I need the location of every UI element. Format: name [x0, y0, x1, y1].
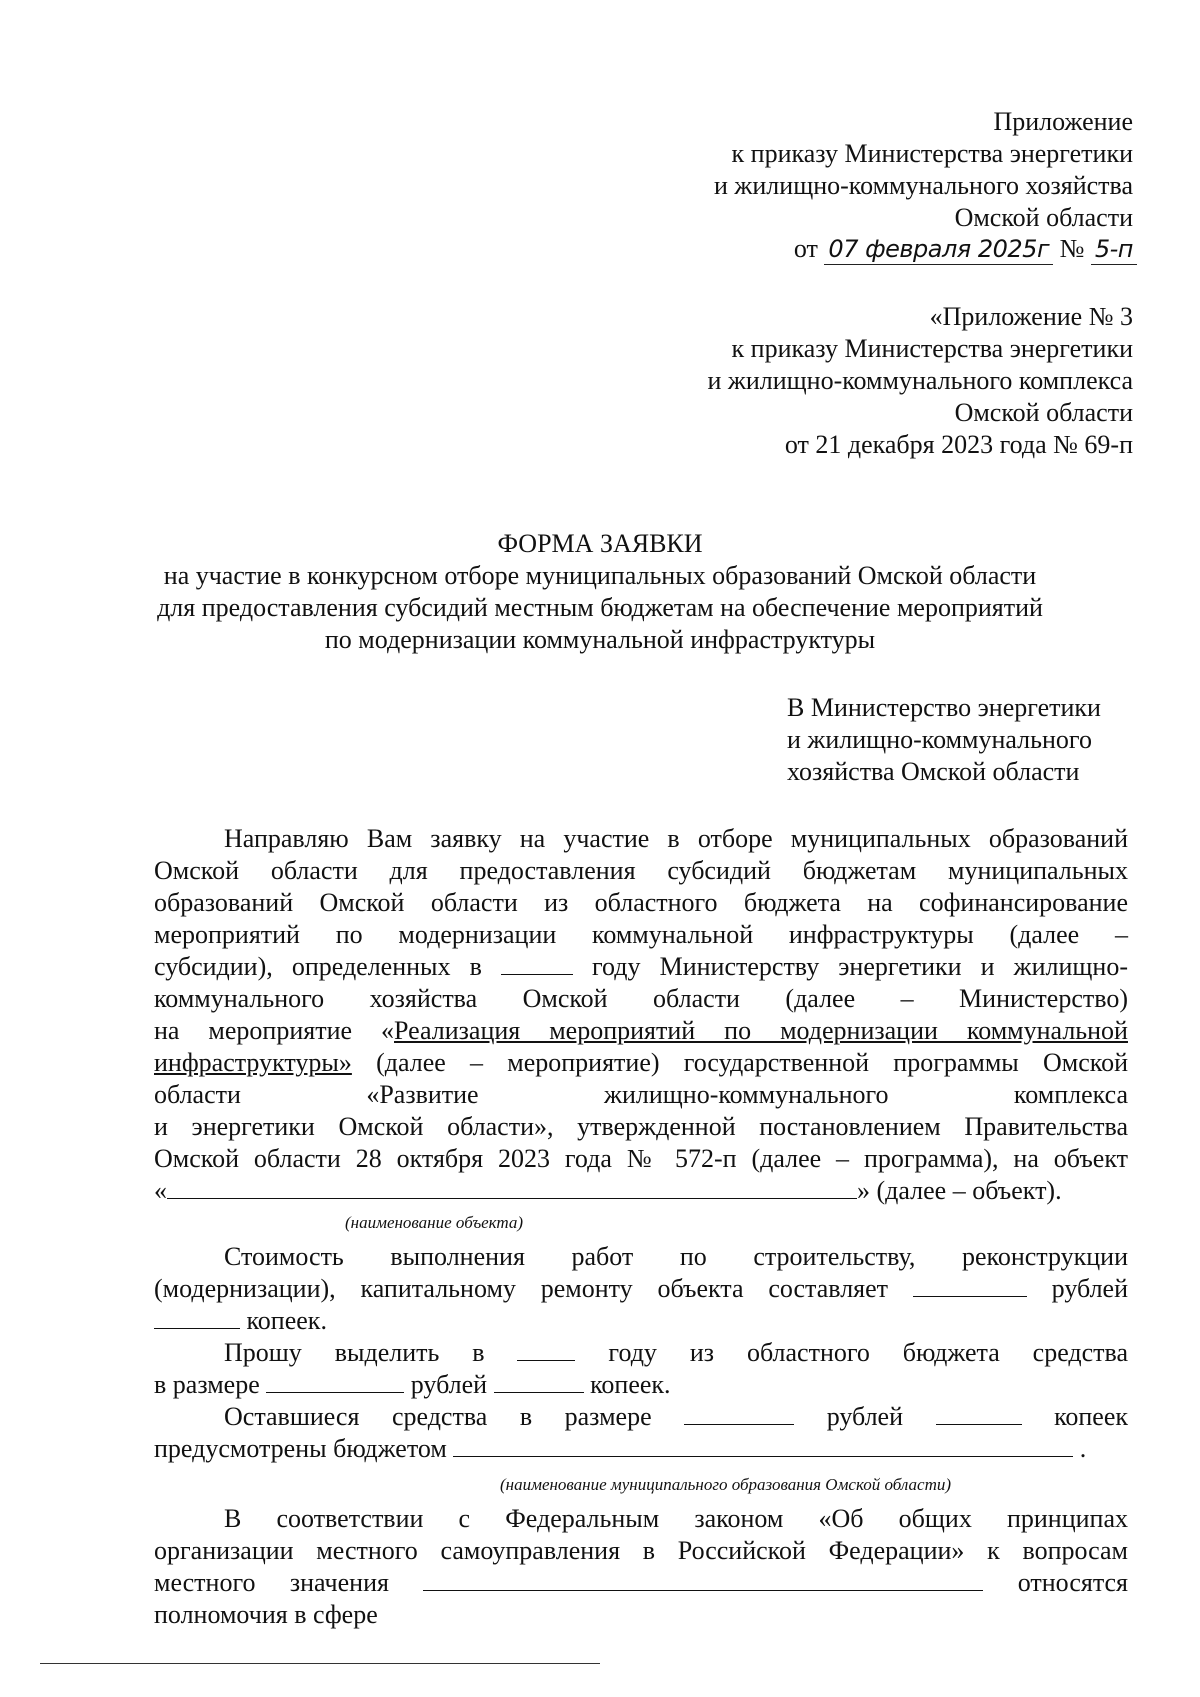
text-line: [154, 1401, 1128, 1433]
text-fragment: рублей: [410, 1370, 488, 1399]
text-line: [154, 951, 1128, 983]
paragraph-cost: [154, 1241, 1128, 1465]
text-fragment: копеек.: [590, 1370, 671, 1399]
text-fragment: (далее – мероприятие) государственной программы Омской: [351, 1048, 1128, 1077]
caption-municipality: (наименование муниципального образования Омской области): [500, 1475, 952, 1494]
appendix-line: и жилищно-коммунального хозяйства: [714, 171, 1133, 200]
text-fragment: Оставшиеся средства в размере: [224, 1402, 652, 1431]
text-fragment: » (далее – объект).: [857, 1176, 1062, 1205]
text-line: мероприятий по модернизации коммунальной инфраструктуры (далее –: [154, 920, 1128, 949]
addressee-block: [787, 692, 1101, 788]
text-fragment: местного значения: [154, 1568, 389, 1597]
form-subtitle-line: для предоставления субсидий местным бюджетам на обеспечение мероприятий: [157, 593, 1043, 622]
text-fragment: на мероприятие «: [154, 1016, 395, 1045]
form-heading: ФОРМА ЗАЯВКИ: [497, 529, 703, 558]
appendix-line: Омской области: [954, 203, 1133, 232]
request-rubles-blank-field[interactable]: [266, 1370, 404, 1393]
appendix-line: Приложение: [993, 107, 1133, 136]
text-fragment: предусмотрены бюджетом: [154, 1434, 447, 1463]
text-line: Омской области для предоставления субсидий бюджетам муниципальных: [154, 856, 1128, 885]
text-fragment: .: [1079, 1434, 1087, 1463]
text-fragment: Прошу выделить в: [224, 1338, 485, 1367]
appendix-line: к приказу Министерства энергетики: [731, 139, 1133, 168]
remaining-kopecks-blank-field[interactable]: [936, 1402, 1022, 1425]
addressee-line: хозяйства Омской области: [787, 757, 1080, 786]
text-fragment: в размере: [154, 1370, 260, 1399]
form-title-block: [0, 528, 1200, 656]
text-line: [154, 1273, 1128, 1305]
appendix-header: [714, 106, 1133, 234]
text-fragment: «: [154, 1176, 167, 1205]
appendix3-line: от 21 декабря 2023 года № 69-п: [784, 430, 1133, 459]
text-line: области «Развитие жилищно-коммунального комплекса: [154, 1080, 1128, 1109]
text-line: образований Омской области из областного бюджета на софинансирование: [154, 888, 1128, 917]
cost-kopecks-blank-field[interactable]: [154, 1306, 240, 1329]
text-fragment: рублей: [1051, 1274, 1128, 1303]
text-line: [154, 1015, 1128, 1047]
text-line: Омской области 28 октября 2023 года № 572-п (далее – программа), на объект: [154, 1144, 1128, 1173]
text-line: В соответствии с Федеральным законом «Об общих принципах: [224, 1504, 1128, 1533]
appendix3-line: Омской области: [954, 398, 1133, 427]
text-fragment: году из областного бюджета средства: [608, 1338, 1129, 1367]
text-fragment: году Министерству энергетики и жилищно-: [592, 952, 1128, 981]
text-line: и энергетики Омской области», утвержденной постановлением Правительства: [154, 1112, 1128, 1141]
paragraph-law: [154, 1503, 1128, 1631]
request-year-blank-field[interactable]: [517, 1338, 575, 1361]
footer-rule: [40, 1663, 600, 1664]
text-line: полномочия в сфере: [154, 1600, 378, 1629]
text-fragment: рублей: [826, 1402, 904, 1431]
handwritten-number: 5-п: [1091, 234, 1137, 265]
remaining-rubles-blank-field[interactable]: [684, 1402, 794, 1425]
text-line: Направляю Вам заявку на участие в отборе муниципальных образований: [224, 824, 1128, 853]
text-line: [154, 1369, 1128, 1401]
object-name-blank-field[interactable]: [167, 1176, 857, 1199]
text-fragment: субсидии), определенных в: [154, 952, 482, 981]
text-line: Стоимость выполнения работ по строительству, реконструкции: [224, 1242, 1128, 1271]
text-line: [154, 1433, 1128, 1465]
form-subtitle-line: по модернизации коммунальной инфраструктуры: [324, 625, 876, 654]
addressee-line: и жилищно-коммунального: [787, 725, 1092, 754]
caption-object-name: (наименование объекта): [345, 1213, 524, 1232]
order-date-line: [794, 234, 1137, 265]
date-prefix: от: [793, 234, 818, 263]
addressee-line: В Министерство энергетики: [787, 693, 1101, 722]
handwritten-date: 07 февраля 2025г: [824, 234, 1053, 265]
text-line: коммунального хозяйства Омской области (далее – Министерство): [154, 984, 1128, 1013]
appendix3-line: к приказу Министерства энергетики: [731, 334, 1133, 363]
text-fragment: копеек.: [246, 1306, 327, 1335]
text-line: организации местного самоуправления в Российской Федерации» к вопросам: [154, 1536, 1128, 1565]
underlined-event-name: Реализация мероприятий по модернизации коммунальной: [394, 1016, 1128, 1045]
appendix3-header: [707, 301, 1133, 461]
text-fragment: копеек: [1054, 1402, 1129, 1431]
underlined-event-name: инфраструктуры»: [154, 1048, 352, 1077]
text-fragment: относятся: [1017, 1568, 1128, 1597]
cost-rubles-blank-field[interactable]: [913, 1274, 1027, 1297]
text-line: [154, 1047, 1128, 1079]
text-fragment: (модернизации), капитальному ремонту объекта составляет: [154, 1274, 889, 1303]
text-line: [154, 1337, 1128, 1369]
text-line: [154, 1305, 1128, 1337]
form-subtitle-line: на участие в конкурсном отборе муниципальных образований Омской области: [163, 561, 1037, 590]
municipal-budget-blank-field[interactable]: [453, 1434, 1073, 1457]
text-line: [154, 1567, 1128, 1599]
local-matters-blank-field[interactable]: [423, 1568, 983, 1591]
appendix3-line: «Приложение № 3: [929, 302, 1133, 331]
paragraph-application: [154, 823, 1128, 1207]
appendix3-line: и жилищно-коммунального комплекса: [707, 366, 1133, 395]
text-line: [154, 1175, 1128, 1207]
request-kopecks-blank-field[interactable]: [494, 1370, 584, 1393]
number-prefix: №: [1059, 234, 1085, 263]
year-blank-field[interactable]: [501, 952, 573, 975]
